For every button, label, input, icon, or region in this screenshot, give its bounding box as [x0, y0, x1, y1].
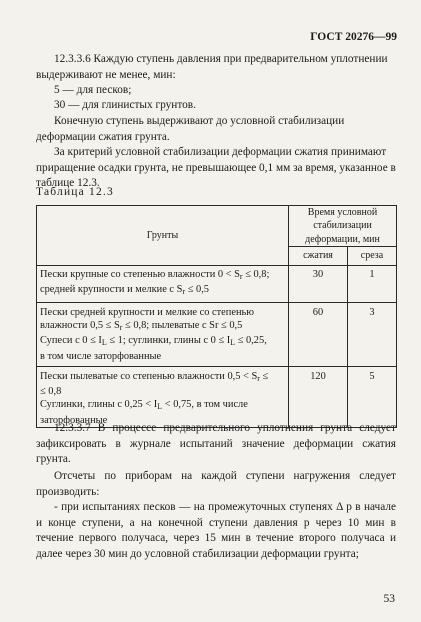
standard-header: ГОСТ 20276—99 [310, 31, 397, 43]
table-caption: Таблица 12.3 [36, 186, 114, 198]
header-shear: среза [348, 246, 397, 265]
header-stabilization-time: Время условной стабилизации деформации, мин [289, 206, 397, 247]
shear-time-cell: 3 [348, 302, 397, 366]
list-item-clays: 30 — для глинистых грунтов. [54, 99, 196, 111]
list-item-sands: 5 — для песков; [54, 84, 132, 96]
paragraph-criterion: За критерий условной стабилизации деформации сжатия принимают приращение осадки грунта, не превышающее 0,1 мм за время, указанное в таблице 12.3. [36, 146, 396, 189]
table-row [37, 265, 397, 302]
table-row [37, 366, 397, 427]
soil-cell: Пески средней крупности и мелкие со степенью влажности $0,5 \le S_r \le 0,8$; пылеватые с Sr ≤ 0,5 Супеси с $0 \le I_L \le 1$; суглинки, глины с $0 \le I_L \le 0,25$, в том числе заторфованные [37, 302, 289, 366]
paragraph-sands-readings: - при испытаниях песков — на промежуточных ступенях Δ p в начале и конце ступени, а на конечной ступени давления p через 10 мин в течение первого получаса, через 15 мин в течение второго получаса и далее через 30 мин до условной стабилизации деформации грунта; [36, 501, 396, 560]
table-row [37, 302, 397, 366]
header-soils: Грунты [37, 206, 289, 266]
paragraph-readings: Отсчеты по приборам на каждой ступени нагружения следует производить: [36, 470, 396, 498]
compression-time-cell: 120 [289, 366, 348, 427]
paragraph-final-stage: Конечную ступень выдерживают до условной стабилизации деформации сжатия грунта. [36, 115, 345, 143]
paragraph-12-3-3-7: 12.3.3.7 В процессе предварительного уплотнения грунта следует зафиксировать в журнале испытаний значение деформации сжатия грунта. [36, 422, 396, 465]
paragraph-12-3-3-6: 12.3.3.6 Каждую ступень давления при предварительном уплотнении выдерживают не менее, мин: [36, 53, 388, 81]
stabilization-table [36, 205, 397, 428]
compression-time-cell: 60 [289, 302, 348, 366]
soil-cell: Пески пылеватые со степенью влажности $0,5 < S_r$ ≤ ≤ 0,8 Суглинки, глины с $0,25 < I_L < 0,75$, в том числе заторфованные [37, 366, 289, 427]
shear-time-cell: 5 [348, 366, 397, 427]
soil-cell: Пески крупные со степенью влажности $0 < S_r \le 0,8$; средней крупности и мелкие с $S_r \le 0,5$ [37, 265, 289, 302]
compression-time-cell: 30 [289, 265, 348, 302]
page-number: 53 [383, 593, 395, 605]
shear-time-cell: 1 [348, 265, 397, 302]
header-compression: сжатия [289, 246, 348, 265]
